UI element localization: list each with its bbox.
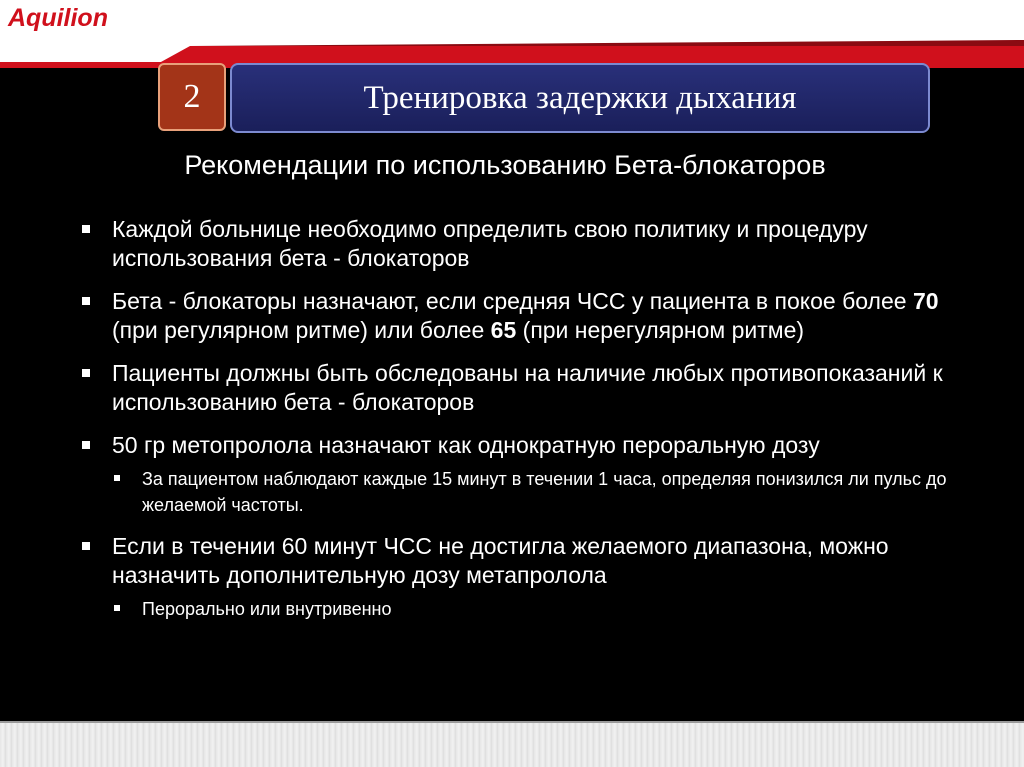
square-bullet-icon <box>82 542 90 550</box>
square-bullet-icon <box>114 475 120 481</box>
slide-number-badge: 2 <box>158 63 226 131</box>
slide-title: Тренировка задержки дыхания <box>230 63 930 133</box>
header-red-swoosh <box>0 0 1024 68</box>
aquilion-logo: Aquilion <box>8 4 108 32</box>
square-bullet-icon <box>82 225 90 233</box>
bullet-list <box>80 215 960 636</box>
bullet-item: 50 гр метопролола назначают как однократную пероральную дозу <box>80 431 960 460</box>
footer-strip <box>0 721 1024 767</box>
bullet-item: Если в течении 60 минут ЧСС не достигла желаемого диапазона, можно назначить дополнительную дозу метапролола <box>80 532 960 590</box>
square-bullet-icon <box>82 369 90 377</box>
bullet-item: Бета - блокаторы назначают, если средняя ЧСС у пациента в покое более 70 (при регулярном ритме) или более 65 (при нерегулярном ритме) <box>80 287 960 345</box>
bullet-item: Пациенты должны быть обследованы на наличие любых противопоказаний к использованию бета - блокаторов <box>80 359 960 417</box>
slide-subtitle: Рекомендации по использованию Бета-блокаторов <box>184 150 826 180</box>
square-bullet-icon <box>82 297 90 305</box>
square-bullet-icon <box>114 605 120 611</box>
footer-divider <box>0 721 1024 723</box>
bullet-item: Каждой больнице необходимо определить свою политику и процедуру использования бета - блокаторов <box>80 215 960 273</box>
square-bullet-icon <box>82 441 90 449</box>
sub-bullet-item: Перорально или внутривенно <box>80 596 960 622</box>
sub-bullet-item: За пациентом наблюдают каждые 15 минут в течении 1 часа, определяя понизился ли пульс до желаемой частоты. <box>80 466 960 518</box>
